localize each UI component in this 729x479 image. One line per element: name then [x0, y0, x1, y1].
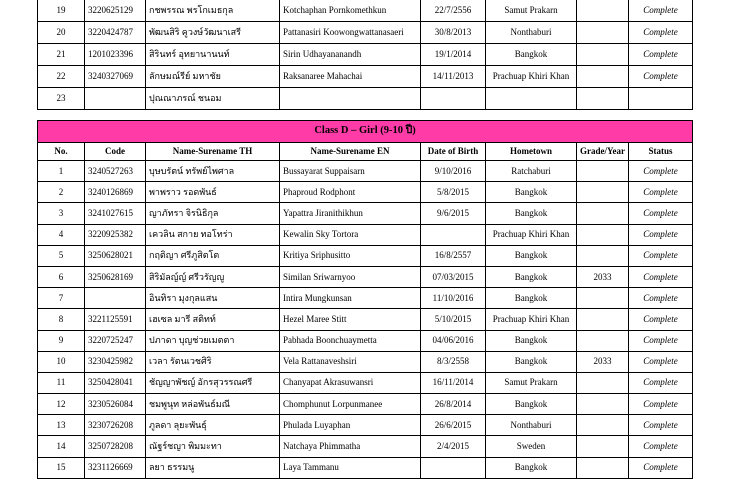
cell-hometown: Bangkok: [486, 245, 577, 266]
cell-name-en: Chanyapat Akrasuwansri: [280, 372, 421, 393]
cell-name-th: ชมพูนุท หล่อพันธ์มณี: [146, 394, 280, 415]
cell-status: Complete: [629, 161, 693, 182]
cell-hometown: Bangkok: [486, 288, 577, 309]
cell-grade: 2033: [577, 351, 629, 372]
cell-grade: [577, 330, 629, 351]
table-row: [38, 203, 693, 224]
cell-name-th: ลักษมณ์รีย์ มหาชัย: [146, 66, 280, 88]
cell-name-th: ชัญญาพัชญ์ อักรสุวรรณศรี: [146, 372, 280, 393]
cell-no: 11: [38, 372, 85, 393]
cell-status: Complete: [629, 266, 693, 287]
cell-status: Complete: [629, 224, 693, 245]
cell-hometown: Bangkok: [486, 203, 577, 224]
cell-dob: 16/11/2014: [421, 372, 486, 393]
cell-hometown: Samut Prakarn: [486, 372, 577, 393]
table-row: [38, 309, 693, 330]
cell-dob: 26/6/2015: [421, 415, 486, 436]
cell-name-th: กชพรรณ พรโกเมธกุล: [146, 0, 280, 22]
cell-grade: [577, 203, 629, 224]
cell-name-th: สิริมัลญ์ญ์ ศรีวรัญญู: [146, 266, 280, 287]
cell-name-th: กฤติญา ศรีภูสิตโต: [146, 245, 280, 266]
previous-class-table: [37, 0, 693, 110]
cell-dob: 26/8/2014: [421, 394, 486, 415]
table-row: [38, 372, 693, 393]
cell-grade: [577, 88, 629, 110]
table-row: [38, 88, 693, 110]
cell-code: 3220925382: [85, 224, 146, 245]
cell-no: 12: [38, 394, 85, 415]
cell-name-en: Kritiya Sriphusitto: [280, 245, 421, 266]
cell-dob: [421, 224, 486, 245]
cell-hometown: Prachuap Khiri Khan: [486, 309, 577, 330]
table-row: [38, 0, 693, 22]
cell-grade: [577, 372, 629, 393]
header-hometown: Hometown: [486, 143, 577, 161]
table-row: [38, 161, 693, 182]
cell-grade: [577, 161, 629, 182]
header-no: No.: [38, 143, 85, 161]
cell-status: [629, 88, 693, 110]
cell-dob: 19/1/2014: [421, 44, 486, 66]
cell-status: Complete: [629, 22, 693, 44]
cell-name-en: Phulada Luyaphan: [280, 415, 421, 436]
table-row: [38, 44, 693, 66]
cell-no: 19: [38, 0, 85, 22]
cell-grade: [577, 415, 629, 436]
previous-class-table-body: [38, 0, 693, 110]
cell-no: 9: [38, 330, 85, 351]
cell-name-en: Kewalin Sky Tortora: [280, 224, 421, 245]
table-row: [38, 266, 693, 287]
cell-hometown: Bangkok: [486, 266, 577, 287]
cell-no: 1: [38, 161, 85, 182]
cell-code: 3241027615: [85, 203, 146, 224]
cell-no: 20: [38, 22, 85, 44]
cell-hometown: Samut Prakarn: [486, 0, 577, 22]
cell-name-en: Pattanasiri Koowongwattanasaeri: [280, 22, 421, 44]
cell-grade: [577, 288, 629, 309]
header-grade: Grade/Year: [577, 143, 629, 161]
cell-name-en: Chomphunut Lorpunmanee: [280, 394, 421, 415]
cell-dob: 30/8/2013: [421, 22, 486, 44]
cell-code: 3220424787: [85, 22, 146, 44]
cell-name-en: Sirin Udhayananandh: [280, 44, 421, 66]
cell-dob: [421, 88, 486, 110]
cell-status: Complete: [629, 330, 693, 351]
cell-hometown: Sweden: [486, 436, 577, 457]
cell-code: [85, 288, 146, 309]
cell-hometown: Nonthaburi: [486, 22, 577, 44]
cell-name-en: Vela Rattanaveshsiri: [280, 351, 421, 372]
cell-name-en: Raksanaree Mahachai: [280, 66, 421, 88]
table-row: [38, 182, 693, 203]
cell-code: 3230726208: [85, 415, 146, 436]
cell-no: 23: [38, 88, 85, 110]
cell-grade: 2033: [577, 266, 629, 287]
cell-no: 5: [38, 245, 85, 266]
cell-hometown: Bangkok: [486, 351, 577, 372]
cell-code: 3220625129: [85, 0, 146, 22]
cell-grade: [577, 245, 629, 266]
class-title: Class D – Girl (9-10 ปี): [38, 121, 693, 143]
cell-name-en: [280, 88, 421, 110]
cell-name-en: Laya Tammanu: [280, 457, 421, 478]
cell-no: 7: [38, 288, 85, 309]
cell-no: 14: [38, 436, 85, 457]
table-row: [38, 457, 693, 478]
table-row: [38, 330, 693, 351]
cell-grade: [577, 224, 629, 245]
cell-code: 3220725247: [85, 330, 146, 351]
cell-name-th: ลยา ธรรมนู: [146, 457, 280, 478]
cell-grade: [577, 394, 629, 415]
cell-grade: [577, 457, 629, 478]
cell-no: 6: [38, 266, 85, 287]
cell-name-en: Yapattra Jiranithikhun: [280, 203, 421, 224]
cell-status: Complete: [629, 309, 693, 330]
cell-code: 1201023396: [85, 44, 146, 66]
cell-name-th: บุษบรัตน์ ทรัพย์ไพศาล: [146, 161, 280, 182]
cell-name-th: พัฒนสิริ คูวงษ์วัฒนาเสรี: [146, 22, 280, 44]
cell-hometown: Ratchaburi: [486, 161, 577, 182]
cell-code: 3231126669: [85, 457, 146, 478]
cell-hometown: Prachuap Khiri Khan: [486, 66, 577, 88]
header-dob: Date of Birth: [421, 143, 486, 161]
cell-name-th: อินทิรา มุงกุลแสน: [146, 288, 280, 309]
cell-status: Complete: [629, 351, 693, 372]
cell-grade: [577, 182, 629, 203]
cell-name-en: Hezel Maree Stitt: [280, 309, 421, 330]
table-row: [38, 436, 693, 457]
cell-hometown: Nonthaburi: [486, 415, 577, 436]
table-row: [38, 288, 693, 309]
cell-code: 3240527263: [85, 161, 146, 182]
cell-grade: [577, 0, 629, 22]
cell-code: 3221125591: [85, 309, 146, 330]
table-row: [38, 22, 693, 44]
cell-name-th: ญาภัทรา จิรนิธิกุล: [146, 203, 280, 224]
cell-dob: 9/10/2016: [421, 161, 486, 182]
cell-dob: 11/10/2016: [421, 288, 486, 309]
cell-no: 21: [38, 44, 85, 66]
table-row: [38, 66, 693, 88]
cell-dob: 04/06/2016: [421, 330, 486, 351]
cell-name-th: ปภาดา บุญช่วยเมตตา: [146, 330, 280, 351]
table-row: [38, 351, 693, 372]
cell-code: 3250628169: [85, 266, 146, 287]
cell-dob: 16/8/2557: [421, 245, 486, 266]
cell-dob: 5/8/2015: [421, 182, 486, 203]
cell-name-en: Phaproud Rodphont: [280, 182, 421, 203]
cell-status: Complete: [629, 457, 693, 478]
cell-name-th: เวลา รัตนเวชศิริ: [146, 351, 280, 372]
cell-hometown: Bangkok: [486, 394, 577, 415]
cell-code: 3250428041: [85, 372, 146, 393]
cell-grade: [577, 436, 629, 457]
cell-name-th: ภูลดา ลุยะพันธุ์: [146, 415, 280, 436]
cell-name-th: พาพราว รอดพันธ์: [146, 182, 280, 203]
cell-name-en: Similan Sriwarnyoo: [280, 266, 421, 287]
cell-hometown: Prachuap Khiri Khan: [486, 224, 577, 245]
cell-status: Complete: [629, 182, 693, 203]
cell-dob: 22/7/2556: [421, 0, 486, 22]
cell-dob: 07/03/2015: [421, 266, 486, 287]
cell-dob: 9/6/2015: [421, 203, 486, 224]
column-header-row: [38, 143, 693, 161]
cell-status: Complete: [629, 44, 693, 66]
header-name-en: Name-Surename EN: [280, 143, 421, 161]
cell-code: 3240327069: [85, 66, 146, 88]
cell-name-en: Intira Mungkunsan: [280, 288, 421, 309]
cell-grade: [577, 44, 629, 66]
cell-code: 3250728208: [85, 436, 146, 457]
cell-status: Complete: [629, 245, 693, 266]
cell-status: Complete: [629, 394, 693, 415]
cell-grade: [577, 22, 629, 44]
header-name-th: Name-Surename TH: [146, 143, 280, 161]
cell-status: Complete: [629, 0, 693, 22]
cell-hometown: Bangkok: [486, 457, 577, 478]
cell-name-th: ณัฐร์ชญา พิมมะทา: [146, 436, 280, 457]
cell-status: Complete: [629, 66, 693, 88]
cell-no: 15: [38, 457, 85, 478]
table-row: [38, 245, 693, 266]
class-title-row: [38, 121, 693, 143]
cell-name-th: เควลิน สกาย ทอโทร่า: [146, 224, 280, 245]
cell-hometown: Bangkok: [486, 44, 577, 66]
cell-code: 3230425982: [85, 351, 146, 372]
cell-hometown: Bangkok: [486, 182, 577, 203]
cell-no: 13: [38, 415, 85, 436]
cell-status: Complete: [629, 372, 693, 393]
cell-dob: 8/3/2558: [421, 351, 486, 372]
cell-dob: 5/10/2015: [421, 309, 486, 330]
header-code: Code: [85, 143, 146, 161]
cell-code: 3230526084: [85, 394, 146, 415]
cell-hometown: Bangkok: [486, 330, 577, 351]
cell-dob: 14/11/2013: [421, 66, 486, 88]
cell-status: Complete: [629, 415, 693, 436]
table-row: [38, 394, 693, 415]
cell-hometown: [486, 88, 577, 110]
cell-grade: [577, 309, 629, 330]
cell-name-en: Pabhada Boonchuaymetta: [280, 330, 421, 351]
cell-name-en: Natchaya Phimmatha: [280, 436, 421, 457]
cell-name-th: เฮเซล มารี สติทท์: [146, 309, 280, 330]
cell-code: 3240126869: [85, 182, 146, 203]
cell-no: 10: [38, 351, 85, 372]
cell-name-en: Kotchaphan Pornkomethkun: [280, 0, 421, 22]
cell-code: 3250628021: [85, 245, 146, 266]
cell-status: Complete: [629, 203, 693, 224]
cell-dob: 2/4/2015: [421, 436, 486, 457]
cell-no: 22: [38, 66, 85, 88]
cell-grade: [577, 66, 629, 88]
cell-code: [85, 88, 146, 110]
cell-name-th: ปุณณาภรณ์ ชนอม: [146, 88, 280, 110]
cell-no: 2: [38, 182, 85, 203]
cell-no: 4: [38, 224, 85, 245]
cell-no: 3: [38, 203, 85, 224]
table-row: [38, 224, 693, 245]
class-d-table-body: [38, 161, 693, 479]
cell-status: Complete: [629, 436, 693, 457]
header-status: Status: [629, 143, 693, 161]
cell-dob: [421, 457, 486, 478]
cell-status: Complete: [629, 288, 693, 309]
cell-name-th: สิรินทร์ อุทยานานนท์: [146, 44, 280, 66]
table-row: [38, 415, 693, 436]
cell-no: 8: [38, 309, 85, 330]
class-d-table: [37, 120, 693, 479]
cell-name-en: Bussayarat Suppaisarn: [280, 161, 421, 182]
